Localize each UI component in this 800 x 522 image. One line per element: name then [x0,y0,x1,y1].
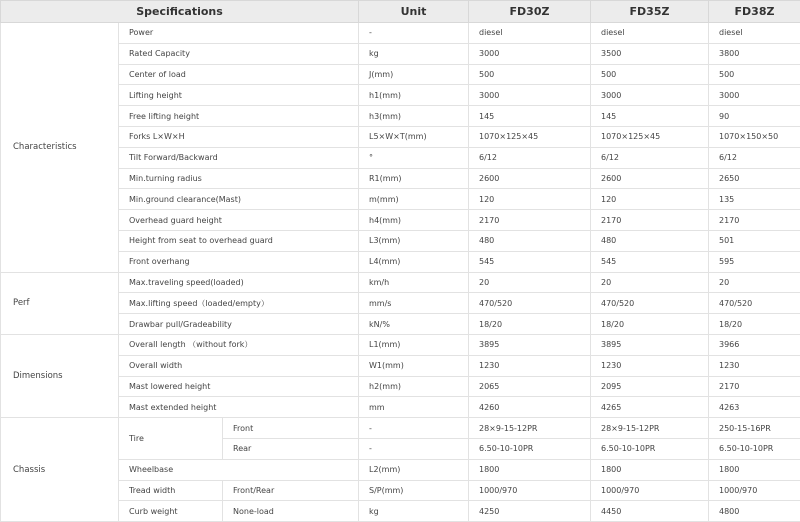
spec-value: 6/12 [709,147,800,168]
spec-unit: - [359,23,469,44]
table-row [1,23,800,44]
table-row [1,376,800,397]
table-row [1,459,800,480]
spec-label: Wheelbase [119,459,359,480]
spec-unit: h2(mm) [359,376,469,397]
spec-value: 1800 [709,459,800,480]
table-row [1,43,800,64]
spec-value: 3895 [469,334,591,355]
table-row [1,210,800,231]
spec-value: 20 [469,272,591,293]
spec-label: Mast extended height [119,397,359,418]
spec-value: 20 [591,272,709,293]
spec-value: 501 [709,230,800,251]
spec-value: 6.50-10-10PR [469,438,591,459]
spec-value: 28×9-15-12PR [591,418,709,439]
spec-label: Overall width [119,355,359,376]
spec-sublabel: None-load [223,501,359,522]
spec-value: 250-15-16PR [709,418,800,439]
group-dimensions: Dimensions [1,334,119,417]
spec-label: Drawbar pull/Gradeability [119,314,359,335]
spec-unit: R1(mm) [359,168,469,189]
spec-value: 2170 [591,210,709,231]
spec-value: 4263 [709,397,800,418]
spec-label: Tilt Forward/Backward [119,147,359,168]
spec-value: diesel [469,23,591,44]
spec-unit: L5×W×T(mm) [359,126,469,147]
spec-value: 470/520 [469,293,591,314]
unit-header: Unit [359,1,469,23]
spec-label: Overall length （without fork） [119,334,359,355]
table-row [1,293,800,314]
spec-value: 1000/970 [469,480,591,501]
group-chassis: Chassis [1,418,119,522]
spec-sublabel: Front/Rear [223,480,359,501]
table-row [1,126,800,147]
spec-value: 18/20 [591,314,709,335]
spec-unit: mm [359,397,469,418]
spec-label: Max.traveling speed(loaded) [119,272,359,293]
spec-label: Tread width [119,480,223,501]
model-header-fd38z: FD38Z [709,1,800,23]
spec-value: 120 [591,189,709,210]
spec-value: 6.50-10-10PR [591,438,709,459]
spec-value: diesel [591,23,709,44]
spec-label: Rated Capacity [119,43,359,64]
spec-value: 1070×125×45 [591,126,709,147]
spec-value: 6/12 [591,147,709,168]
spec-label: Center of load [119,64,359,85]
spec-value: 2095 [591,376,709,397]
spec-label: Lifting height [119,85,359,106]
spec-value: 3966 [709,334,800,355]
spec-label: Min.turning radius [119,168,359,189]
spec-value: 145 [591,106,709,127]
spec-value: 1070×150×50 [709,126,800,147]
spec-value: 4265 [591,397,709,418]
header-row [1,1,800,23]
spec-unit: kN/% [359,314,469,335]
spec-value: 135 [709,189,800,210]
spec-sublabel: Rear [223,438,359,459]
spec-value: 1070×125×45 [469,126,591,147]
spec-value: 1800 [591,459,709,480]
spec-unit: W1(mm) [359,355,469,376]
spec-unit: S/P(mm) [359,480,469,501]
spec-value: 1230 [709,355,800,376]
table-row [1,147,800,168]
spec-value: 470/520 [591,293,709,314]
spec-label-tire: Tire [119,418,223,460]
spec-value: 2170 [709,210,800,231]
spec-value: 1230 [591,355,709,376]
spec-unit: L1(mm) [359,334,469,355]
spec-value: 18/20 [469,314,591,335]
spec-unit: L2(mm) [359,459,469,480]
spec-label: Power [119,23,359,44]
group-perf: Perf [1,272,119,334]
spec-unit: L3(mm) [359,230,469,251]
spec-unit: m(mm) [359,189,469,210]
spec-value: 500 [709,64,800,85]
spec-value: 2600 [591,168,709,189]
spec-unit: h1(mm) [359,85,469,106]
spec-value: 4450 [591,501,709,522]
spec-value: 6.50-10-10PR [709,438,800,459]
spec-label: Overhead guard height [119,210,359,231]
spec-unit: kg [359,501,469,522]
spec-value: 3000 [591,85,709,106]
table-row [1,230,800,251]
spec-value: 500 [469,64,591,85]
spec-unit: h4(mm) [359,210,469,231]
spec-value: 2170 [709,376,800,397]
model-header-fd30z: FD30Z [469,1,591,23]
spec-value: 4250 [469,501,591,522]
spec-unit: - [359,438,469,459]
table-row [1,397,800,418]
spec-value: 2065 [469,376,591,397]
spec-label: Min.ground clearance(Mast) [119,189,359,210]
table-row [1,64,800,85]
table-row [1,418,800,439]
spec-unit: J(mm) [359,64,469,85]
spec-value: 4260 [469,397,591,418]
table-row [1,272,800,293]
spec-unit: kg [359,43,469,64]
spec-value: 145 [469,106,591,127]
spec-value: 2600 [469,168,591,189]
spec-label: Front overhang [119,251,359,272]
spec-value: 3800 [709,43,800,64]
table-row [1,85,800,106]
spec-value: 500 [591,64,709,85]
group-characteristics: Characteristics [1,23,119,273]
spec-value: 1000/970 [591,480,709,501]
table-row [1,314,800,335]
spec-value: diesel [709,23,800,44]
spec-sublabel: Front [223,418,359,439]
spec-value: 3000 [469,43,591,64]
spec-value: 6/12 [469,147,591,168]
spec-value: 3000 [469,85,591,106]
spec-value: 20 [709,272,800,293]
spec-value: 3895 [591,334,709,355]
spec-label: Height from seat to overhead guard [119,230,359,251]
spec-unit: - [359,418,469,439]
spec-value: 4800 [709,501,800,522]
table-row [1,480,800,501]
table-row [1,106,800,127]
spec-unit: mm/s [359,293,469,314]
spec-unit: km/h [359,272,469,293]
spec-value: 3500 [591,43,709,64]
spec-unit: L4(mm) [359,251,469,272]
table-row [1,501,800,522]
spec-unit: h3(mm) [359,106,469,127]
spec-value: 470/520 [709,293,800,314]
spec-value: 2650 [709,168,800,189]
spec-value: 1230 [469,355,591,376]
spec-label: Mast lowered height [119,376,359,397]
spec-value: 28×9-15-12PR [469,418,591,439]
spec-value: 90 [709,106,800,127]
spec-label: Curb weight [119,501,223,522]
spec-unit: ° [359,147,469,168]
specifications-header: Specifications [1,1,359,23]
spec-value: 3000 [709,85,800,106]
spec-value: 545 [591,251,709,272]
spec-value: 2170 [469,210,591,231]
spec-value: 545 [469,251,591,272]
table-row [1,168,800,189]
spec-label: Max.lifting speed（loaded/empty） [119,293,359,314]
spec-value: 480 [591,230,709,251]
spec-value: 595 [709,251,800,272]
spec-value: 120 [469,189,591,210]
table-row [1,355,800,376]
spec-value: 18/20 [709,314,800,335]
table-row [1,189,800,210]
table-row [1,334,800,355]
spec-label: Forks L×W×H [119,126,359,147]
table-row [1,251,800,272]
spec-label: Free lifting height [119,106,359,127]
spec-value: 480 [469,230,591,251]
spec-value: 1800 [469,459,591,480]
spec-value: 1000/970 [709,480,800,501]
model-header-fd35z: FD35Z [591,1,709,23]
